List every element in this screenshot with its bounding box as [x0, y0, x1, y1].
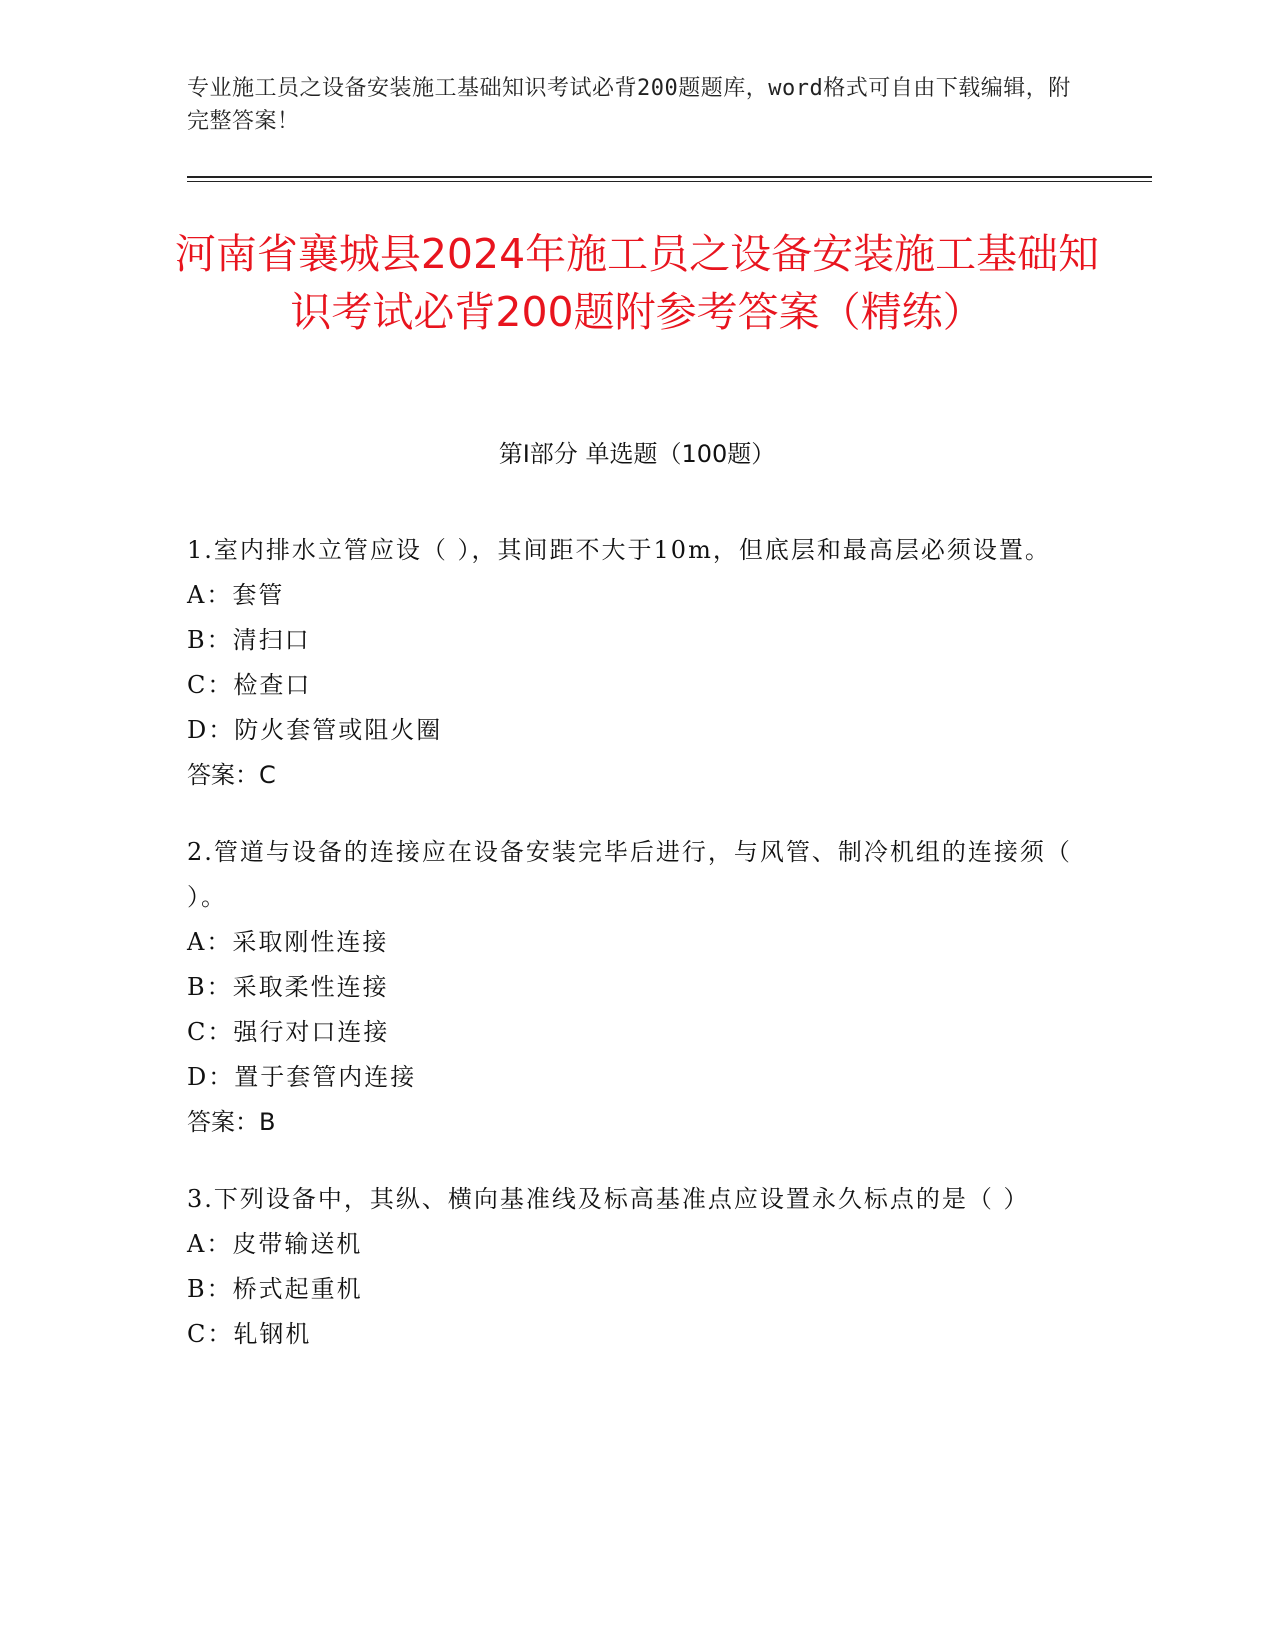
option-c: C：轧钢机 — [187, 1320, 312, 1348]
answer-line: 答案：B — [187, 1108, 276, 1136]
option-a: A：采取刚性连接 — [187, 928, 389, 956]
question-1 — [187, 528, 1087, 798]
option-d: D：置于套管内连接 — [187, 1063, 417, 1091]
option-c: C：强行对口连接 — [187, 1018, 390, 1046]
header-divider-thin — [187, 181, 1152, 182]
question-stem: 3.下列设备中，其纵、横向基准线及标高基准点应设置永久标点的是（ ） — [187, 1185, 1030, 1213]
answer-line: 答案：C — [187, 761, 276, 789]
question-2 — [187, 830, 1087, 1145]
question-list — [187, 528, 1087, 1389]
question-3 — [187, 1177, 1087, 1357]
question-stem: 2.管道与设备的连接应在设备安装完毕后进行，与风管、制冷机组的连接须（ ）。 — [187, 838, 1072, 911]
section-heading: 第Ⅰ部分 单选题（100题） — [498, 440, 776, 468]
option-d: D：防火套管或阻火圈 — [187, 716, 443, 744]
option-b: B：清扫口 — [187, 626, 311, 654]
option-a: A：皮带输送机 — [187, 1230, 363, 1258]
option-b: B：桥式起重机 — [187, 1275, 363, 1303]
option-b: B：采取柔性连接 — [187, 973, 389, 1001]
option-c: C：检查口 — [187, 671, 312, 699]
option-a: A：套管 — [187, 581, 285, 609]
header-note: 专业施工员之设备安装施工基础知识考试必背200题题库，word格式可自由下载编辑，附完整答案！ — [187, 76, 1071, 134]
question-stem: 1.室内排水立管应设（ ），其间距不大于10m，但底层和最高层必须设置。 — [187, 536, 1051, 564]
document-title: 河南省襄城县2024年施工员之设备安装施工基础知识考试必背200题附参考答案（精练） — [174, 230, 1100, 336]
header-divider-thick — [187, 176, 1152, 178]
